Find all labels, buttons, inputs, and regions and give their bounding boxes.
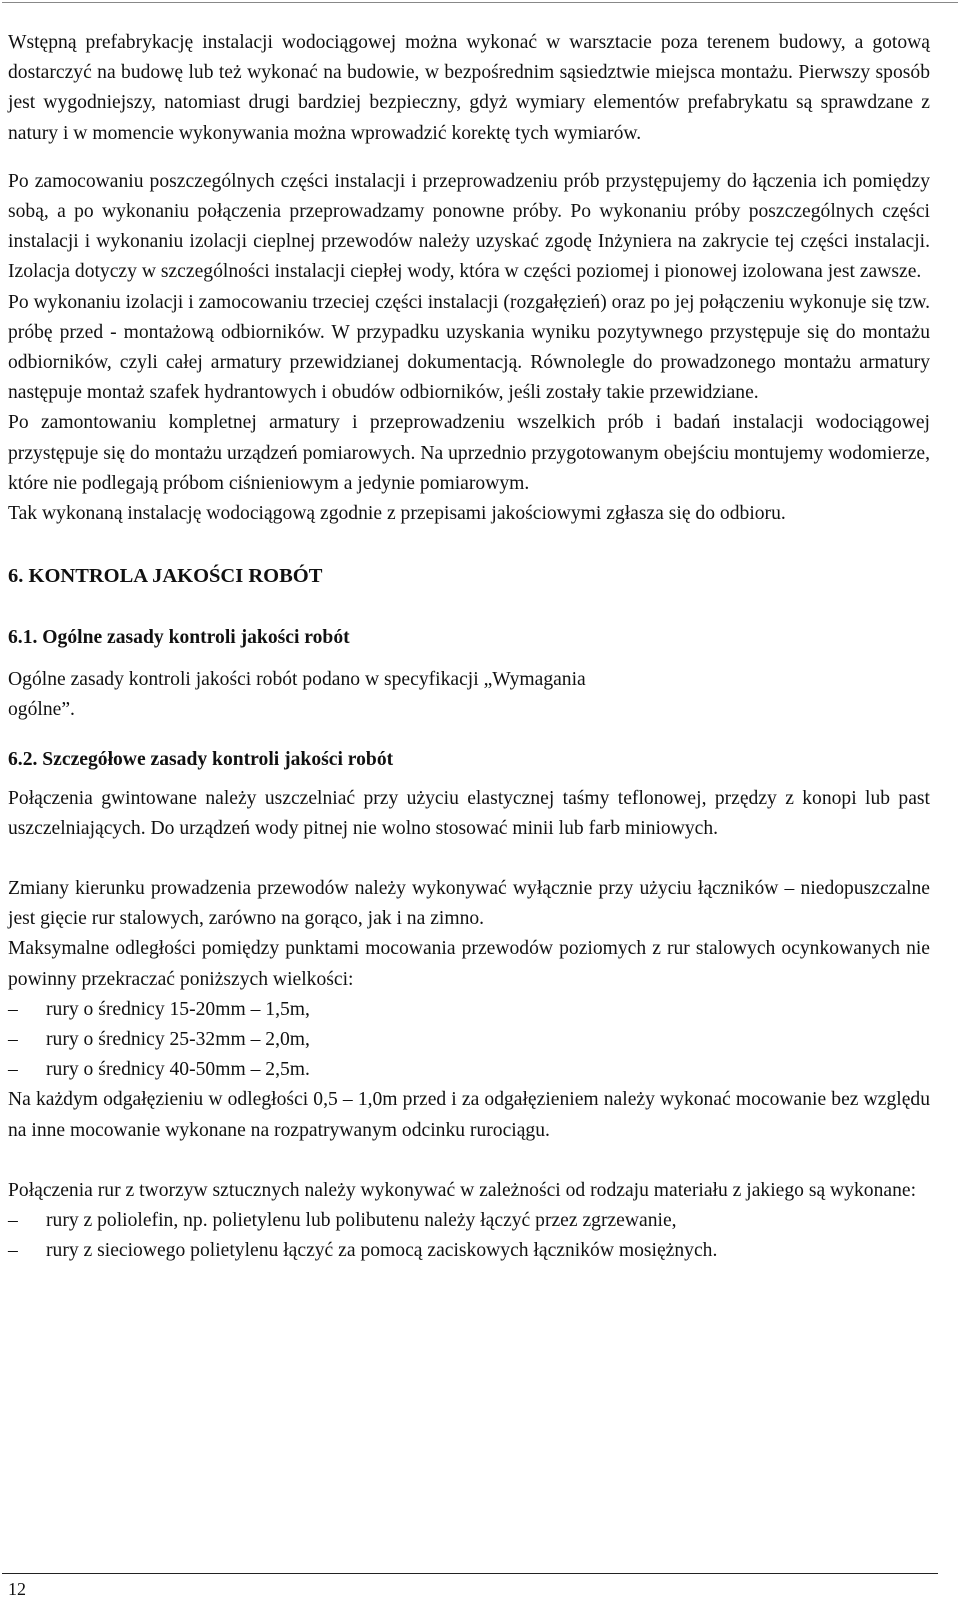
list-pipe-diameters [8,995,930,1086]
page-content [8,28,930,1267]
footer-line [2,1573,938,1574]
paragraph-threaded-joints: Połączenia gwintowane należy uszczelniać przy użyciu elastycznej taśmy teflonowej, przędzy z konopi lub past uszczelniających. Do urządzeń wody pitnej nie wolno stosować minii lub farb miniowych. [8,787,930,839]
paragraph-plastic-pipes: Połączenia rur z tworzyw sztucznych należy wykonywać w zależności od rodzaju materiału z jakiego są wykonane: [8,1179,917,1201]
section-heading-quality-control: 6. KONTROLA JAKOŚCI ROBÓT [8,565,323,588]
page-number: 12 [8,1579,26,1599]
list-item: – rury z sieciowego polietylenu łączyć za pomocą zaciskowych łączników mosiężnych. [8,1236,930,1266]
general-rules-line-1: Ogólne zasady kontroli jakości robót podano w specyfikacji „Wymagania [8,669,586,691]
paragraph-insulation-fittings: Po wykonaniu izolacji i zamocowaniu trzeciej części instalacji (rozgałęzień) oraz po jej połączeniu wykonuje się tzw. próbę przed - montażową odbiorników. W przypadku uzyskania wyniku pozytywnego przystępuje się do montażu odbiorników, czyli całej armatury przewidzianej dokumentacją. Równolegle do prowadzonego montażu armatury następuje montaż szafek hydrantowych i obudów odbiorników, jeśli zostały takie przewidziane. [8,291,930,404]
subsection-heading-detailed-rules: 6.2. Szczegółowe zasady kontroli jakości robót [8,748,394,770]
dash-bullet: – [8,998,18,1020]
dash-bullet: – [8,1059,18,1081]
paragraph-meters: Po zamontowaniu kompletnej armatury i przeprowadzeniu wszelkich prób i badań instalacji wodociągowej przystępuje się do montażu urządzeń pomiarowych. Na uprzednio przygotowanym obejściu montujemy wodomierze, które nie podlegają próbom ciśnieniowym a jedynie pomiarowym. [8,412,930,494]
paragraph-joining-tests: Po zamocowaniu poszczególnych części instalacji i przeprowadzeniu prób przystępujemy do łączenia ich pomiędzy sobą, a po wykonaniu połączenia przeprowadzamy ponowne próby. Po wykonaniu próby poszczególnych części instalacji i wykonaniu izolacji cieplnej przewodów należy uzyskać zgodę Inżyniera na zakrycie tej części instalacji. Izolacja dotyczy w szczególności instalacji ciepłej wody, która w części poziomej i pionowej izolowana jest zawsze. [8,170,930,283]
list-item: – rury o średnicy 15-20mm – 1,5m, [8,995,930,1025]
list-item: – rury z poliolefin, np. polietylenu lub polibutenu należy łączyć przez zgrzewanie, [8,1206,930,1236]
top-border-line [2,2,958,3]
paragraph-direction-changes: Zmiany kierunku prowadzenia przewodów należy wykonywać wyłącznie przy użyciu łączników – niedopuszczalne jest gięcie rur stalowych, zarówno na gorąco, jak i na zimno. [8,878,930,930]
paragraph-acceptance: Tak wykonaną instalację wodociągową zgodnie z przepisami jakościowymi zgłasza się do odbioru. [8,503,786,525]
list-plastic-pipe-joints [8,1206,930,1266]
list-item: – rury o średnicy 40-50mm – 2,5m. [8,1055,930,1085]
paragraph-branch-mounting: Na każdym odgałęzieniu w odległości 0,5 – 1,0m przed i za odgałęzieniem należy wykonać mocowanie bez względu na inne mocowanie wykonane na rozpatrywanym odcinku rurociągu. [8,1089,930,1141]
list-item: – rury o średnicy 25-32mm – 2,0m, [8,1025,930,1055]
subsection-heading-general-rules: 6.1. Ogólne zasady kontroli jakości robót [8,627,350,649]
dash-bullet: – [8,1029,18,1051]
general-rules-line-2: ogólne”. [8,699,75,721]
paragraph-max-distances: Maksymalne odległości pomiędzy punktami mocowania przewodów poziomych z rur stalowych ocynkowanych nie powinny przekraczać poniższych wielkości: [8,938,930,990]
paragraph-prefabrication: Wstępną prefabrykację instalacji wodociągowej można wykonać w warsztacie poza terenem budowy, a gotową dostarczyć na budowę lub też wykonać na budowie, w bezpośrednim sąsiedztwie miejsca montażu. Pierwszy sposób jest wygodniejszy, natomiast drugi bardziej bezpieczny, gdyż wymiary elementów prefabrykatu są sprawdzane z natury i w momencie wykonywania można wprowadzić korektę tych wymiarów. [8,32,930,144]
dash-bullet: – [8,1210,18,1232]
dash-bullet: – [8,1240,18,1262]
